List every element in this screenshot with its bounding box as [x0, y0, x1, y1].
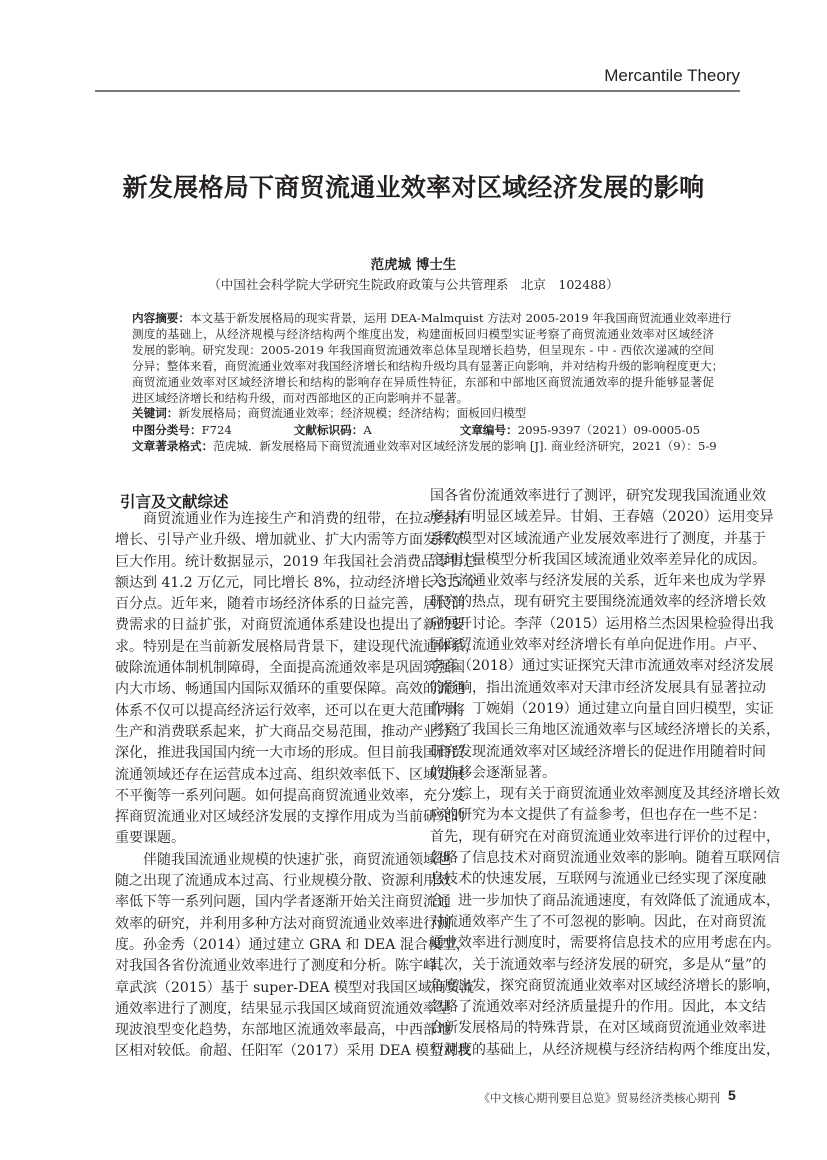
keywords-row — [132, 405, 732, 422]
text-line: 作用。丁婉娟（2019）通过建立向量自回归模型，实证 — [430, 700, 774, 717]
abstract-line: 进区域经济增长和结构升级，而对西部地区的正向影响并不显著。 — [132, 391, 469, 405]
abstract-text: 本文基于新发展格局的现实背景，运用 DEA-Malmquist 方法对 2005-2019 年我国商贸流通业效率进行 — [189, 311, 732, 325]
text-line: 息技术的快速发展，互联网与流通业已经实现了深度融 — [430, 871, 766, 888]
text-line: 合新发展格局的特殊背景，在对区域商贸流通业效率进 — [430, 1020, 766, 1037]
article-title: 新发展格局下商贸流通业效率对区域经济发展的影响 — [122, 173, 705, 202]
text-line: 深化，推进我国国内统一大市场的形成。但目前我国商贸 — [115, 745, 465, 762]
text-line: 巨大作用。统计数据显示，2019 年我国社会消费品零售总 — [115, 553, 478, 570]
text-line: 角度出发，探究商贸流通业效率对区域经济增长的影响， — [430, 977, 780, 994]
text-line: 李彦（2018）通过实证探究天津市流通效率对经济发展 — [430, 658, 774, 675]
abstract-line: 发展的影响。研究发现：2005-2019 年我国商贸流通效率总体呈现增长趋势，但呈现东 - 中 - 西依次递减的空间 — [132, 343, 714, 357]
text-line: 合，进一步加快了商品流通速度，有效降低了流通成本， — [430, 892, 780, 909]
text-line: 首先，现有研究在对商贸流通业效率进行评价的过程中， — [430, 828, 780, 845]
text-line: 研究的热点，现有研究主要围绕流通效率的经济增长效 — [430, 594, 766, 611]
journal-footer: 《中文核心期刊要目总览》贸易经济类核心期刊 — [478, 1091, 720, 1105]
clc-label: 中图分类号： — [132, 422, 202, 437]
body-column-right — [430, 486, 780, 1061]
text-line: 区相对较低。俞超、任阳军（2017）采用 DEA 模型对我 — [115, 1043, 472, 1060]
text-line: 体系不仅可以提高经济运行效率，还可以在更大范围内将 — [115, 702, 465, 719]
text-line: 的影响，指出流通效率对天津市经济发展具有显著拉动 — [430, 679, 766, 696]
paragraph — [115, 850, 474, 1063]
text-line: 随之出现了流通成本过高、行业规模分散、资源利用效 — [115, 873, 451, 890]
text-line: 研究发现流通效率对区域经济增长的促进作用随着时间 — [430, 743, 766, 760]
text-line: 伴随我国流通业规模的快速扩张，商贸流通领域也 — [143, 851, 451, 868]
text-line: 忽略了流通效率对经济质量提升的作用。因此，本文结 — [430, 999, 766, 1016]
text-line: 挥商贸流通业对区域经济发展的支撑作用成为当前研究的 — [115, 809, 465, 826]
text-line: 流通领域还存在运营成本过高、组织效率低下、区域发展 — [115, 766, 465, 783]
paragraph — [430, 486, 780, 784]
article-no-label: 文章编号： — [459, 422, 518, 437]
text-line: 求。特别是在当前新发展格局背景下，建设现代流通体系， — [115, 638, 479, 655]
text-line: 增长、引导产业升级、增加就业、扩大内需等方面发挥了 — [115, 532, 465, 549]
text-line: 国各省份流通效率进行了测评，研究发现我国流通业效 — [430, 488, 766, 504]
text-line: 破除流通体制机制障碍，全面提高流通效率是巩固筑强国 — [115, 660, 465, 677]
text-line: 行测度的基础上，从经济规模与经济结构两个维度出发， — [430, 1041, 780, 1058]
citation-row — [132, 438, 732, 455]
text-line: 系数模型对区域流通产业发展效率进行了测度，并基于 — [430, 530, 766, 547]
paragraph — [430, 784, 780, 1061]
doc-code-label: 文献标识码： — [293, 422, 364, 437]
text-line: 考察了我国长三角地区流通效率与区域经济增长的关系， — [430, 722, 780, 739]
text-line: 不平衡等一系列问题。如何提高商贸流通业效率，充分发 — [115, 787, 465, 804]
text-line: 的推移会逐渐显著。 — [430, 764, 556, 781]
text-line: 对流通效率产生了不可忽视的影响。因此，在对商贸流 — [430, 913, 766, 930]
text-line: 率低下等一系列问题，国内学者逐渐开始关注商贸流通 — [115, 894, 451, 911]
text-line: 效率的研究，并利用多种方法对商贸流通业效率进行测 — [115, 915, 451, 932]
keywords: 新发展格局；商贸流通业效率；经济规模；经济结构；面板回归模型 — [178, 406, 527, 420]
paragraph — [115, 509, 479, 850]
page-number: 5 — [728, 1087, 736, 1103]
text-line: 综上，现有关于商贸流通业效率测度及其经济增长效 — [458, 786, 780, 803]
text-line: 应展开讨论。李萍（2015）运用格兰杰因果检验得出我 — [430, 615, 774, 632]
author: 范虎城 博士生 — [370, 257, 457, 273]
article-no-value: 2095-9397（2021）09-0005-05 — [517, 422, 701, 437]
text-line: 额达到 41.2 万亿元，同比增长 8%，拉动经济增长 3.5 个 — [115, 574, 479, 591]
text-line: 其次，关于流通效率与经济发展的研究，多是从“量”的 — [430, 956, 767, 973]
text-line: 度。孙金秀（2014）通过建立 GRA 和 DEA 混合模型， — [115, 936, 470, 953]
text-line: 国商贸流通业效率对经济增长有单向促进作用。卢平、 — [430, 637, 766, 654]
text-line: 忽略了信息技术对商贸流通业效率的影响。随着互联网信 — [430, 850, 780, 867]
body-column-left — [115, 509, 479, 1063]
abstract-line: 分异；整体来看，商贸流通业效率对我国经济增长和结构升级均具有显著正向影响，并对结构升级的影响程度更大； — [132, 359, 724, 373]
text-line: 章武滨（2015）基于 super-DEA 模型对我国区域商贸流 — [115, 979, 474, 996]
abstract-label: 内容摘要： — [132, 311, 190, 325]
text-line: 费需求的日益扩张，对商贸流通体系建设也提出了新的要 — [115, 617, 465, 634]
classification-row — [132, 422, 732, 439]
text-line: 现波浪型变化趋势，东部地区流通效率最高，中西部地 — [115, 1022, 451, 1039]
text-line: 生产和消费联系起来，扩大商品交易范围，推动产业分工 — [115, 723, 465, 740]
citation: 范虎城．新发展格局下商贸流通业效率对区域经济发展的影响 [J]. 商业经济研究，2021（9）：5-9 — [213, 439, 717, 453]
section-heading: 引言及文献综述 — [120, 493, 229, 511]
header-rule — [95, 90, 740, 92]
article-meta — [132, 405, 732, 455]
text-line: 内大市场、畅通国内国际双循环的重要保障。高效的流通 — [115, 681, 465, 698]
keywords-label: 关键词： — [132, 406, 179, 420]
text-line: 重要课题。 — [115, 830, 185, 847]
abstract-line: 测度的基础上，从经济规模与经济结构两个维度出发，构建面板回归模型实证考察了商贸流通业效率对区域经济 — [132, 327, 714, 341]
abstract-line: 商贸流通业效率对区域经济增长和结构的影响存在异质性特征，东部和中部地区商贸流通效率的提升能够显著促 — [132, 375, 714, 389]
text-line: 应的研究为本文提供了有益参考，但也存在一些不足： — [430, 807, 766, 824]
running-head: Mercantile Theory — [604, 66, 740, 85]
text-line: 空间计量模型分析我国区域流通业效率差异化的成因。 — [430, 551, 766, 568]
citation-label: 文章著录格式： — [132, 439, 214, 453]
affiliation: （中国社会科学院大学研究生院政府政策与公共管理系 北京 102488） — [208, 277, 619, 292]
clc-value: F724 — [201, 422, 232, 437]
abstract — [132, 310, 732, 406]
abstract-line — [132, 310, 732, 326]
text-line: 商贸流通业作为连接生产和消费的纽带，在拉动经济 — [143, 511, 465, 527]
doc-code-value: A — [363, 422, 372, 437]
text-line: 通业效率进行测度时，需要将信息技术的应用考虑在内。 — [430, 935, 780, 952]
text-line: 对我国各省份流通业效率进行了测度和分析。陈宇峰、 — [115, 958, 451, 975]
text-line: 通效率进行了测度，结果显示我国区域商贸流通效率呈 — [115, 1000, 451, 1017]
text-line: 百分点。近年来，随着市场经济体系的日益完善，居民消 — [115, 596, 465, 613]
text-line: 关于流通业效率与经济发展的关系，近年来也成为学界 — [430, 573, 766, 590]
text-line: 率具有明显区域差异。甘娟、王春嬉（2020）运用变异 — [430, 509, 774, 526]
